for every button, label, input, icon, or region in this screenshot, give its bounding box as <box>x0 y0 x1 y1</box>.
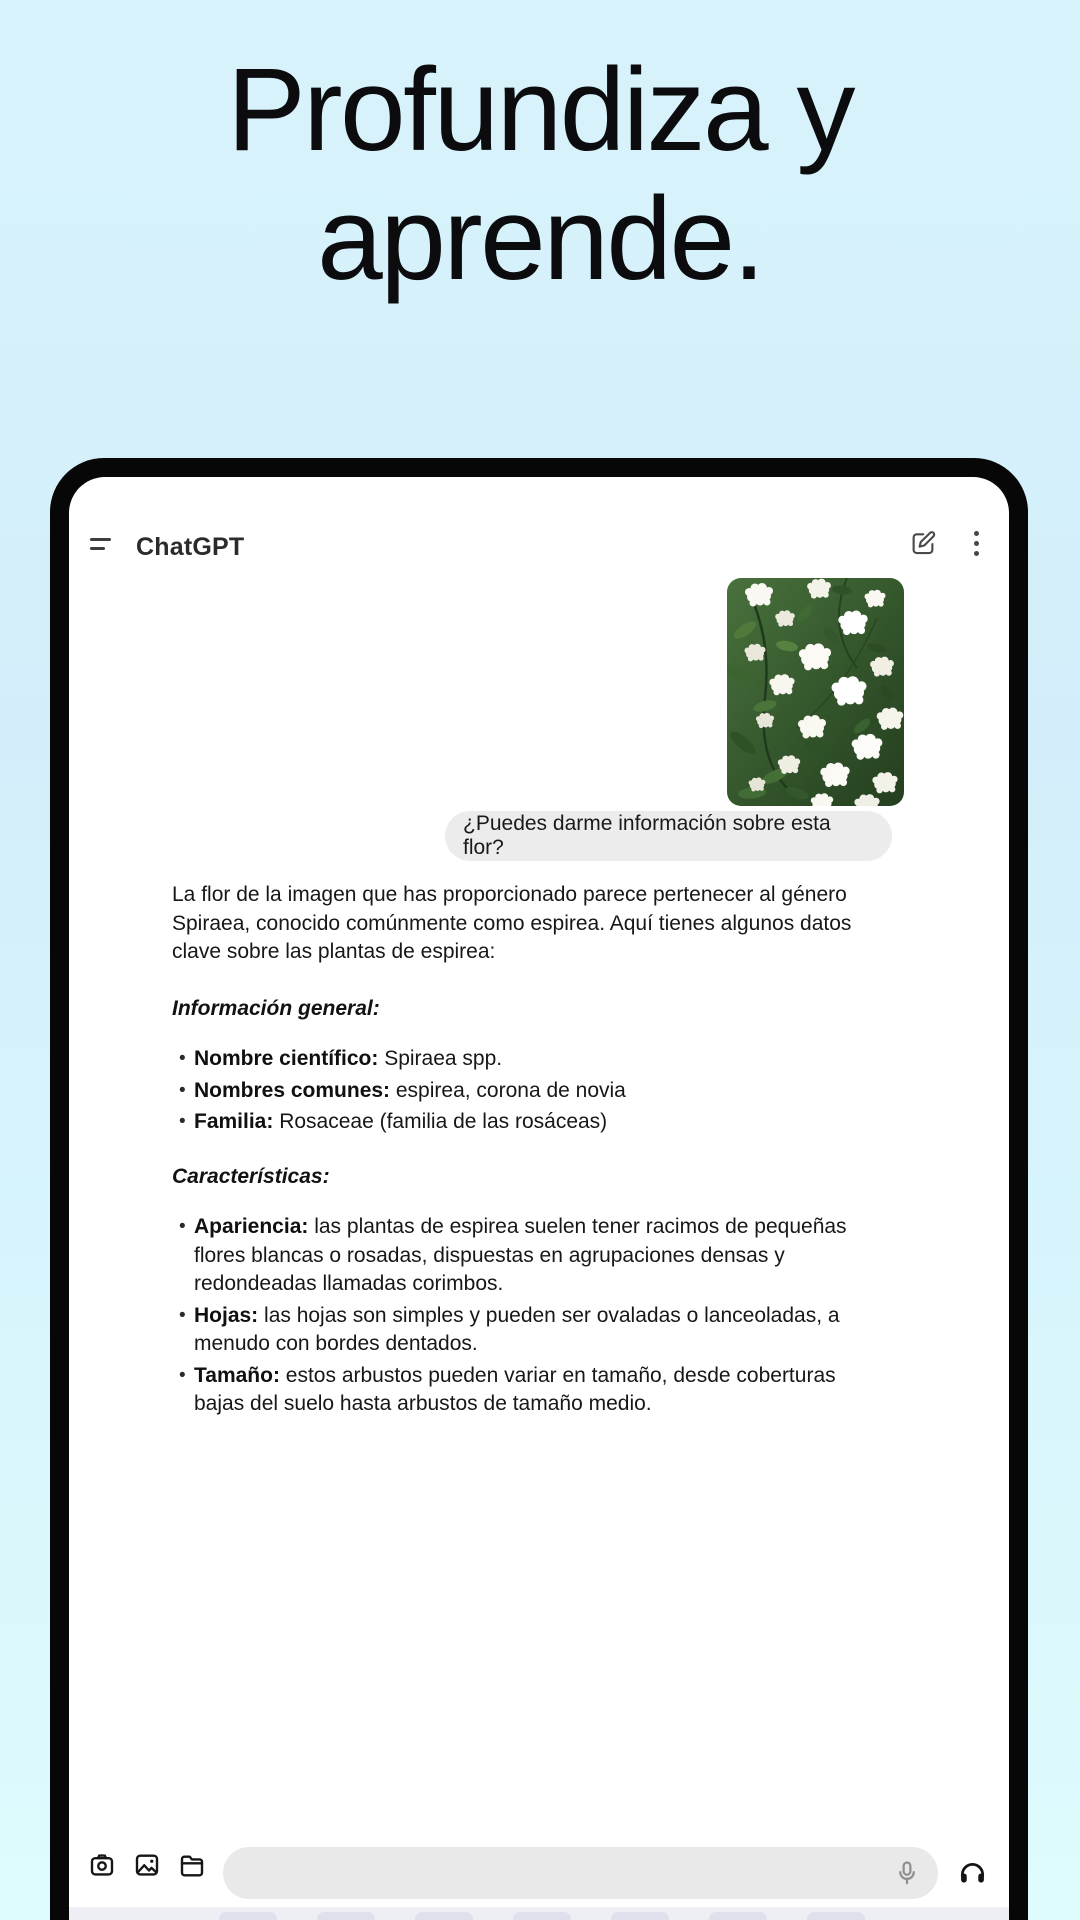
section-heading-caracteristicas: Características: <box>172 1164 330 1188</box>
hero-title <box>0 46 1080 304</box>
section-heading-general: Información general: <box>172 996 380 1020</box>
overflow-menu-icon[interactable] <box>968 528 984 558</box>
user-message-text: ¿Puedes darme información sobre esta flor? <box>463 812 831 859</box>
sidebar-menu-icon[interactable] <box>89 534 115 560</box>
user-message-bubble <box>445 811 892 861</box>
assistant-intro: La flor de la imagen que has proporcionado parece pertenecer al género Spiraea, conocido comúnmente como espirea. Aquí tienes algunos datos clave sobre las plantas de espirea: <box>172 883 852 963</box>
list-item: • Nombre científico: Spiraea spp. <box>172 1045 866 1074</box>
hero-title-line1: Profundiza y <box>227 44 853 176</box>
list-item: • Familia: Rosaceae (familia de las rosáceas) <box>172 1108 866 1137</box>
image-gallery-icon[interactable] <box>132 1850 162 1880</box>
general-info-list <box>172 1045 866 1137</box>
app-title: ChatGPT <box>136 533 245 561</box>
camera-icon[interactable] <box>87 1850 117 1880</box>
microphone-icon[interactable] <box>892 1858 922 1888</box>
list-item: • Nombres comunes: espirea, corona de novia <box>172 1077 866 1106</box>
assistant-message <box>172 881 866 1445</box>
hero-title-line2: aprende. <box>317 173 763 305</box>
chat-screen <box>69 477 1009 1920</box>
phone-frame <box>50 458 1028 1920</box>
attached-flower-photo[interactable] <box>727 578 904 806</box>
characteristics-list <box>172 1213 866 1419</box>
message-input[interactable] <box>223 1847 938 1899</box>
app-header <box>69 525 1009 569</box>
new-chat-compose-icon[interactable] <box>908 528 938 558</box>
composer-bar <box>69 1847 1009 1899</box>
keyboard-top-sliver <box>69 1907 1009 1920</box>
list-item: • Apariencia: las plantas de espirea suelen tener racimos de pequeñas flores blancas o rosadas, dispuestas en agrupaciones densas y redondeadas llamadas corimbos. <box>172 1213 866 1299</box>
list-item: • Hojas: las hojas son simples y pueden ser ovaladas o lanceoladas, a menudo con bordes dentados. <box>172 1302 866 1359</box>
headphones-voice-icon[interactable] <box>956 1856 989 1889</box>
list-item: • Tamaño: estos arbustos pueden variar en tamaño, desde coberturas bajas del suelo hasta arbustos de tamaño medio. <box>172 1362 866 1419</box>
message-input-pill <box>223 1847 938 1899</box>
folder-icon[interactable] <box>177 1850 207 1880</box>
